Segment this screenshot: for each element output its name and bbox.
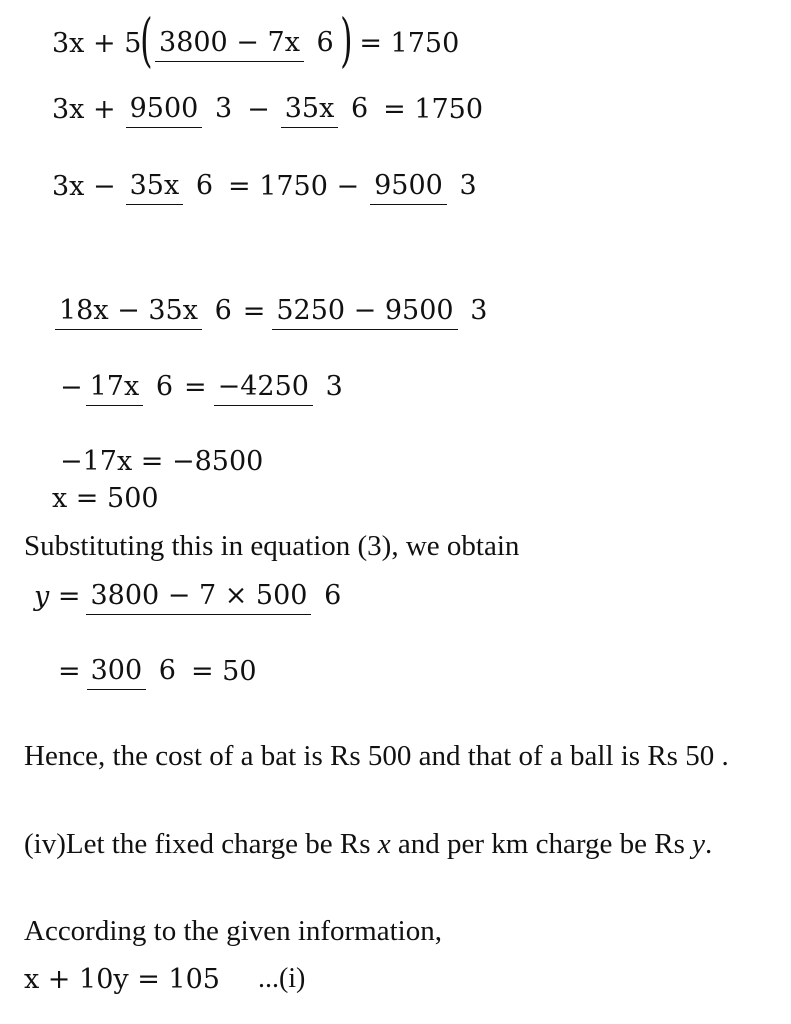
paragraph-text-a: (iv)Let the fixed charge be Rs	[24, 828, 378, 860]
equation-tag: ...(i)	[257, 963, 306, 994]
variable-x: x	[377, 828, 391, 860]
denominator: 3	[470, 295, 488, 326]
term: 3x −	[52, 170, 116, 202]
fraction	[272, 292, 491, 330]
numerator: 17x	[86, 371, 144, 406]
info-paragraph	[24, 912, 764, 950]
denominator: 6	[155, 371, 173, 402]
hence-paragraph	[24, 737, 764, 775]
denominator: 6	[316, 26, 334, 58]
rhs: = 1750	[383, 93, 484, 125]
equation-line-7	[52, 483, 159, 514]
fraction	[86, 577, 345, 615]
fraction	[55, 292, 236, 330]
fraction	[214, 368, 347, 406]
paragraph-text: Substituting this in equation (3), we obtain	[24, 530, 520, 562]
equation-line-4	[52, 292, 494, 330]
rhs: = 50	[190, 655, 257, 687]
paragraph-text: Hence, the cost of a bat is Rs 500 and that of a ball is Rs 50 .	[24, 740, 729, 772]
right-paren: )	[339, 6, 353, 74]
term: 3x + 5	[52, 27, 142, 59]
paragraph-text: According to the given information,	[24, 915, 442, 947]
equation-line-5	[60, 368, 350, 406]
equation-line-3	[52, 167, 484, 205]
numerator: 300	[87, 655, 147, 690]
numerator: 18x − 35x	[55, 295, 202, 330]
numerator: 9500	[370, 170, 447, 205]
fraction	[126, 167, 217, 205]
middle: = 1750 −	[228, 170, 360, 202]
denominator: 6	[350, 93, 369, 124]
variable-y: y	[692, 828, 705, 860]
part-iv-paragraph	[24, 825, 764, 863]
operator: −	[247, 93, 270, 125]
operator: =	[58, 655, 81, 687]
equation-line-6	[60, 446, 263, 477]
fraction	[87, 652, 180, 690]
equation-text: −17x = −8500	[60, 446, 264, 477]
equation-i	[24, 963, 305, 995]
equation-line-1	[52, 6, 467, 74]
left-paren: (	[140, 6, 153, 74]
equation-line-9	[58, 652, 265, 690]
substituting-paragraph	[24, 527, 764, 565]
numerator: 9500	[126, 93, 203, 128]
fraction	[281, 90, 372, 128]
fraction	[86, 368, 177, 406]
equation-line-2	[52, 90, 491, 128]
equation-text: x + 10y = 105	[24, 963, 220, 995]
lhs: y =	[34, 580, 81, 612]
rhs: = 1750	[359, 27, 460, 59]
denominator: 6	[158, 655, 176, 686]
numerator: 3800 − 7 × 500	[86, 580, 311, 615]
paragraph-text-c: .	[705, 828, 713, 860]
equation-line-8	[34, 577, 348, 615]
numerator: 35x	[126, 170, 184, 205]
operator: =	[184, 371, 207, 403]
fraction	[155, 24, 338, 62]
term: 3x +	[52, 93, 116, 125]
denominator: 6	[195, 170, 213, 201]
denominator: 6	[214, 295, 232, 326]
numerator: 5250 − 9500	[272, 295, 457, 330]
numerator: 3800 − 7x	[155, 27, 304, 62]
operator: =	[242, 295, 266, 327]
denominator: 3	[214, 93, 233, 124]
denominator: 6	[324, 580, 342, 611]
numerator: 35x	[281, 93, 339, 128]
fraction	[126, 90, 237, 128]
denominator: 3	[459, 170, 477, 201]
paragraph-text-b: and per km charge be Rs	[390, 828, 693, 860]
operator: −	[60, 371, 83, 403]
denominator: 3	[325, 371, 343, 402]
fraction	[370, 167, 481, 205]
equation-text: x = 500	[52, 483, 159, 514]
numerator: −4250	[214, 371, 313, 406]
